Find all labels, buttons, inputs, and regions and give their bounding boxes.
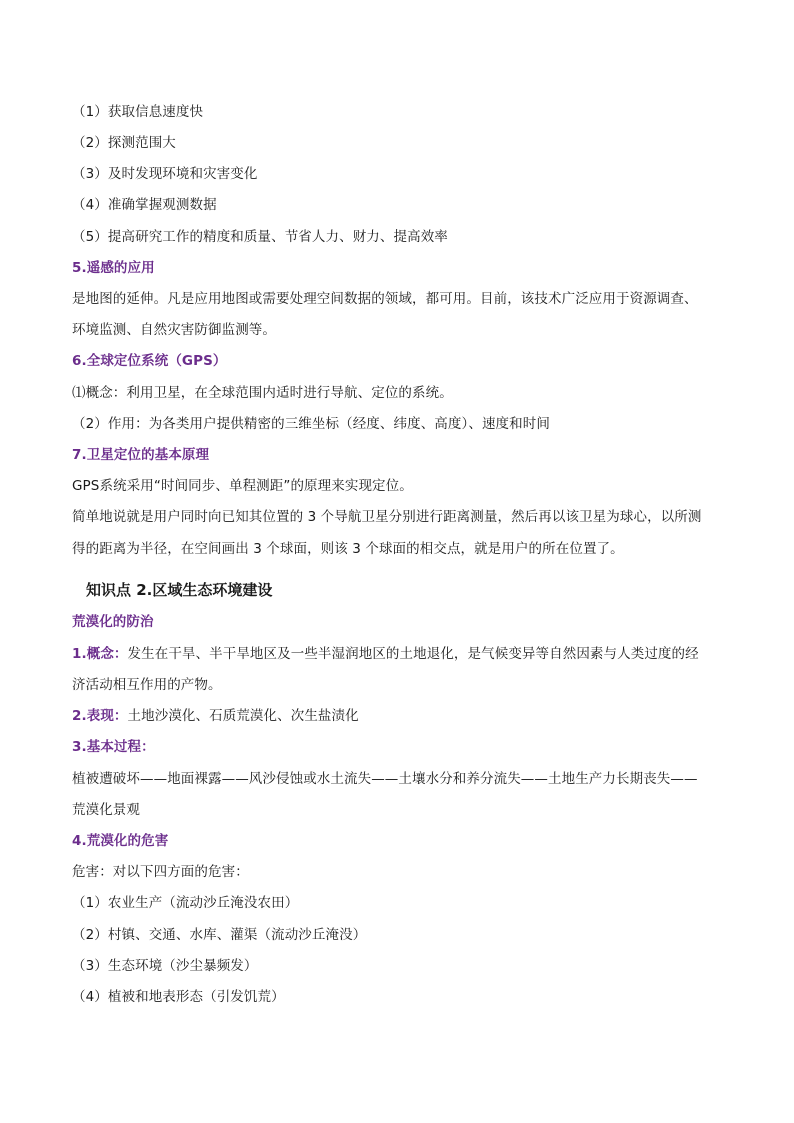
desert-process-text-1: 植被遭破坏——地面裸露——风沙侵蚀或水土流失——土壤水分和养分流失——土地生产力长期丧失—— bbox=[72, 771, 698, 787]
desert-forms-text: 土地沙漠化、石质荒漠化、次生盐渍化 bbox=[127, 708, 359, 724]
rs-advantage-3: （3）及时发现环境和灾害变化 bbox=[72, 166, 258, 182]
desert-harm-item-1: （1）农业生产（流动沙丘淹没农田） bbox=[72, 895, 299, 911]
rs-advantage-4: （4）准确掌握观测数据 bbox=[72, 197, 217, 213]
desert-harm-item-3: （3）生态环境（沙尘暴频发） bbox=[72, 958, 258, 974]
desert-concept-text-2: 济活动相互作用的产物。 bbox=[72, 677, 222, 693]
section-title: 知识点 2.区域生态环境建设 bbox=[86, 581, 273, 599]
desert-forms-label: 2.表现： bbox=[72, 708, 128, 724]
principle-text-2: 简单地说就是用户同时向已知其位置的 3 个导航卫星分别进行距离测量，然后再以该卫星为球心，以所测 bbox=[72, 509, 702, 525]
gps-concept: ⑴概念：利用卫星，在全球范围内适时进行导航、定位的系统。 bbox=[72, 385, 453, 401]
desert-concept bbox=[72, 645, 699, 663]
section-subtitle: 荒漠化的防治 bbox=[72, 614, 154, 630]
desert-harm-heading: 4.荒漠化的危害 bbox=[72, 833, 169, 849]
principle-heading: 7.卫星定位的基本原理 bbox=[72, 447, 210, 463]
desert-harm-item-2: （2）村镇、交通、水库、灌渠（流动沙丘淹没） bbox=[72, 927, 367, 943]
rs-advantage-5: （5）提高研究工作的精度和质量、节省人力、财力、提高效率 bbox=[72, 229, 448, 245]
rs-application-heading: 5.遥感的应用 bbox=[72, 260, 155, 276]
rs-advantage-1: （1）获取信息速度快 bbox=[72, 104, 204, 120]
gps-heading: 6.全球定位系统（GPS） bbox=[72, 353, 227, 369]
desert-process-label: 3.基本过程： bbox=[72, 739, 155, 755]
principle-text-3: 得的距离为半径，在空间画出 3 个球面，则该 3 个球面的相交点，就是用户的所在位置了。 bbox=[72, 541, 624, 557]
desert-harm-intro: 危害：对以下四方面的危害： bbox=[72, 864, 249, 880]
desert-forms bbox=[72, 707, 359, 725]
rs-application-text-1: 是地图的延伸。凡是应用地图或需要处理空间数据的领域，都可用。目前，该技术广泛应用于资源调查、 bbox=[72, 291, 698, 307]
desert-concept-label: 1.概念： bbox=[72, 646, 128, 662]
desert-process-text-2: 荒漠化景观 bbox=[72, 802, 140, 818]
desert-harm-item-4: （4）植被和地表形态（引发饥荒） bbox=[72, 989, 285, 1005]
rs-application-text-2: 环境监测、自然灾害防御监测等。 bbox=[72, 322, 276, 338]
gps-function: （2）作用：为各类用户提供精密的三维坐标（经度、纬度、高度）、速度和时间 bbox=[72, 416, 550, 432]
principle-text-1: GPS系统采用“时间同步、单程测距”的原理来实现定位。 bbox=[72, 478, 413, 494]
rs-advantage-2: （2）探测范围大 bbox=[72, 135, 176, 151]
desert-concept-text: 发生在干旱、半干旱地区及一些半湿润地区的土地退化，是气候变异等自然因素与人类过度的经 bbox=[127, 646, 699, 662]
